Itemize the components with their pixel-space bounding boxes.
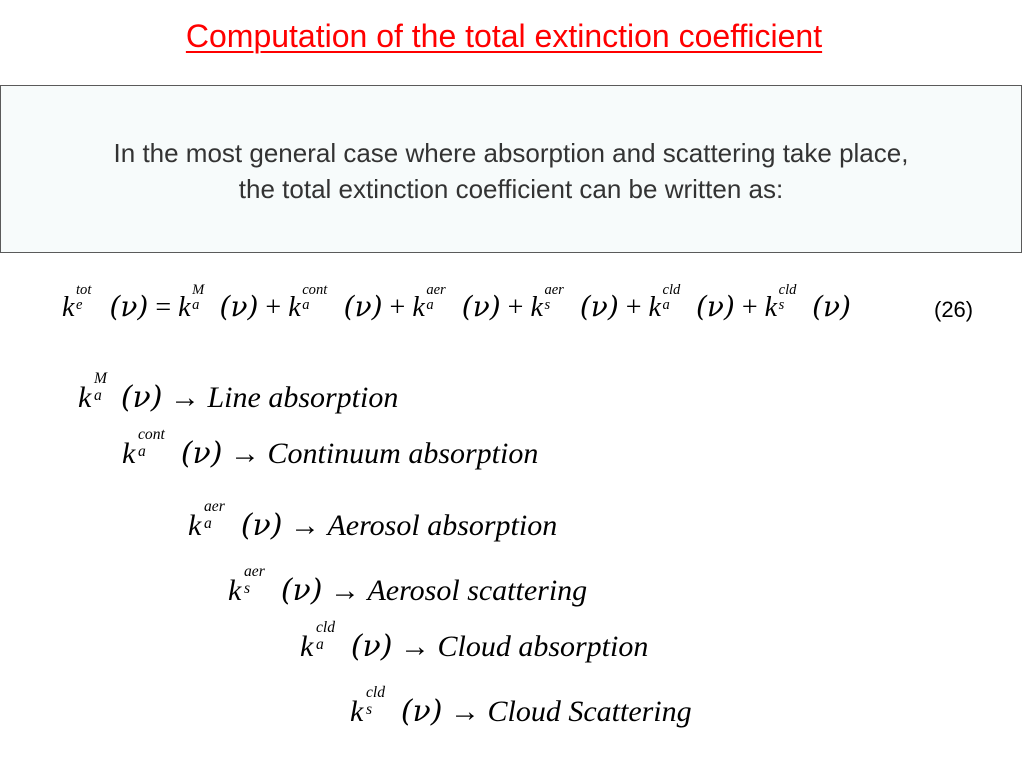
definition-aerosol-scattering: k aer s (ν) → Aerosol scattering	[228, 563, 588, 608]
subscript: a	[426, 297, 434, 314]
k-s-aer: k aer s	[530, 281, 564, 323]
intro-box	[0, 85, 1022, 253]
subscript: a	[316, 635, 324, 653]
definition-text: Aerosol absorption	[327, 509, 558, 542]
intro-text	[114, 135, 909, 207]
intro-line-2: the total extinction coefficient can be written as:	[238, 174, 784, 204]
argument: (ν)	[219, 290, 259, 323]
argument: (ν)	[240, 508, 283, 543]
subscript: s	[544, 297, 551, 314]
k-a-cld: k cld a	[648, 281, 681, 323]
subscript: a	[302, 297, 310, 314]
argument: (ν)	[350, 629, 393, 664]
k-a-M: k M a	[178, 281, 205, 323]
slide-title: Computation of the total extinction coefficient	[185, 18, 823, 54]
extinction-equation	[62, 281, 851, 324]
intro-line-1: In the most general case where absorption and scattering take place,	[113, 138, 909, 168]
subscript: s	[366, 700, 373, 718]
argument: (ν)	[343, 290, 383, 323]
superscript: cld	[316, 619, 336, 637]
argument: (ν)	[461, 290, 501, 323]
plus-sign: +	[389, 292, 406, 323]
definition-continuum-absorption: k cont a (ν) → Continuum absorption	[122, 426, 539, 471]
superscript: cld	[778, 281, 797, 298]
argument: (ν)	[109, 290, 149, 323]
subscript: s	[244, 579, 251, 597]
superscript: aer	[544, 281, 564, 298]
subscript: s	[778, 297, 785, 314]
argument: (ν)	[812, 290, 851, 323]
arrow-icon: →	[399, 630, 430, 663]
subscript: a	[662, 297, 670, 314]
superscript: aer	[426, 281, 446, 298]
superscript: aer	[244, 563, 265, 581]
superscript: tot	[76, 281, 92, 298]
subscript: e	[76, 297, 83, 314]
definition-text: Line absorption	[207, 381, 399, 414]
plus-sign: +	[625, 292, 642, 323]
k-s-cld: k cld s	[764, 281, 797, 323]
k-a-cont: k cont a	[288, 281, 328, 323]
definition-line-absorption: k M a (ν) → Line absorption	[78, 370, 399, 415]
argument: (ν)	[120, 380, 163, 415]
superscript: cont	[138, 426, 165, 444]
argument: (ν)	[579, 290, 619, 323]
plus-sign: +	[265, 292, 282, 323]
definition-text: Cloud absorption	[437, 630, 649, 663]
definition-cloud-scattering: k cld s (ν) → Cloud Scattering	[350, 684, 692, 729]
arrow-icon: →	[289, 509, 320, 542]
arrow-icon: →	[169, 381, 200, 414]
equals-sign: =	[155, 292, 172, 323]
subscript: a	[138, 442, 146, 460]
definition-aerosol-absorption: k aer a (ν) → Aerosol absorption	[188, 498, 558, 543]
arrow-icon: →	[329, 574, 360, 607]
superscript: M	[94, 370, 107, 388]
definition-text: Cloud Scattering	[487, 695, 692, 728]
arrow-icon: →	[449, 695, 480, 728]
subscript: a	[192, 297, 200, 314]
superscript: cont	[302, 281, 328, 298]
argument: (ν)	[280, 573, 323, 608]
equation-number: (26)	[934, 297, 974, 322]
definition-text: Continuum absorption	[267, 437, 539, 470]
superscript: aer	[204, 498, 225, 516]
superscript: cld	[366, 684, 386, 702]
k-a-aer: k aer a	[412, 281, 446, 323]
arrow-icon: →	[229, 437, 260, 470]
argument: (ν)	[180, 436, 223, 471]
argument: (ν)	[695, 290, 735, 323]
superscript: cld	[662, 281, 681, 298]
plus-sign: +	[507, 292, 524, 323]
plus-sign: +	[741, 292, 758, 323]
superscript: M	[192, 281, 205, 298]
argument: (ν)	[400, 694, 443, 729]
subscript: a	[204, 514, 212, 532]
subscript: a	[94, 386, 102, 404]
k-e-tot: k tot e	[62, 281, 92, 323]
definition-text: Aerosol scattering	[367, 574, 588, 607]
definition-cloud-absorption: k cld a (ν) → Cloud absorption	[300, 619, 649, 664]
